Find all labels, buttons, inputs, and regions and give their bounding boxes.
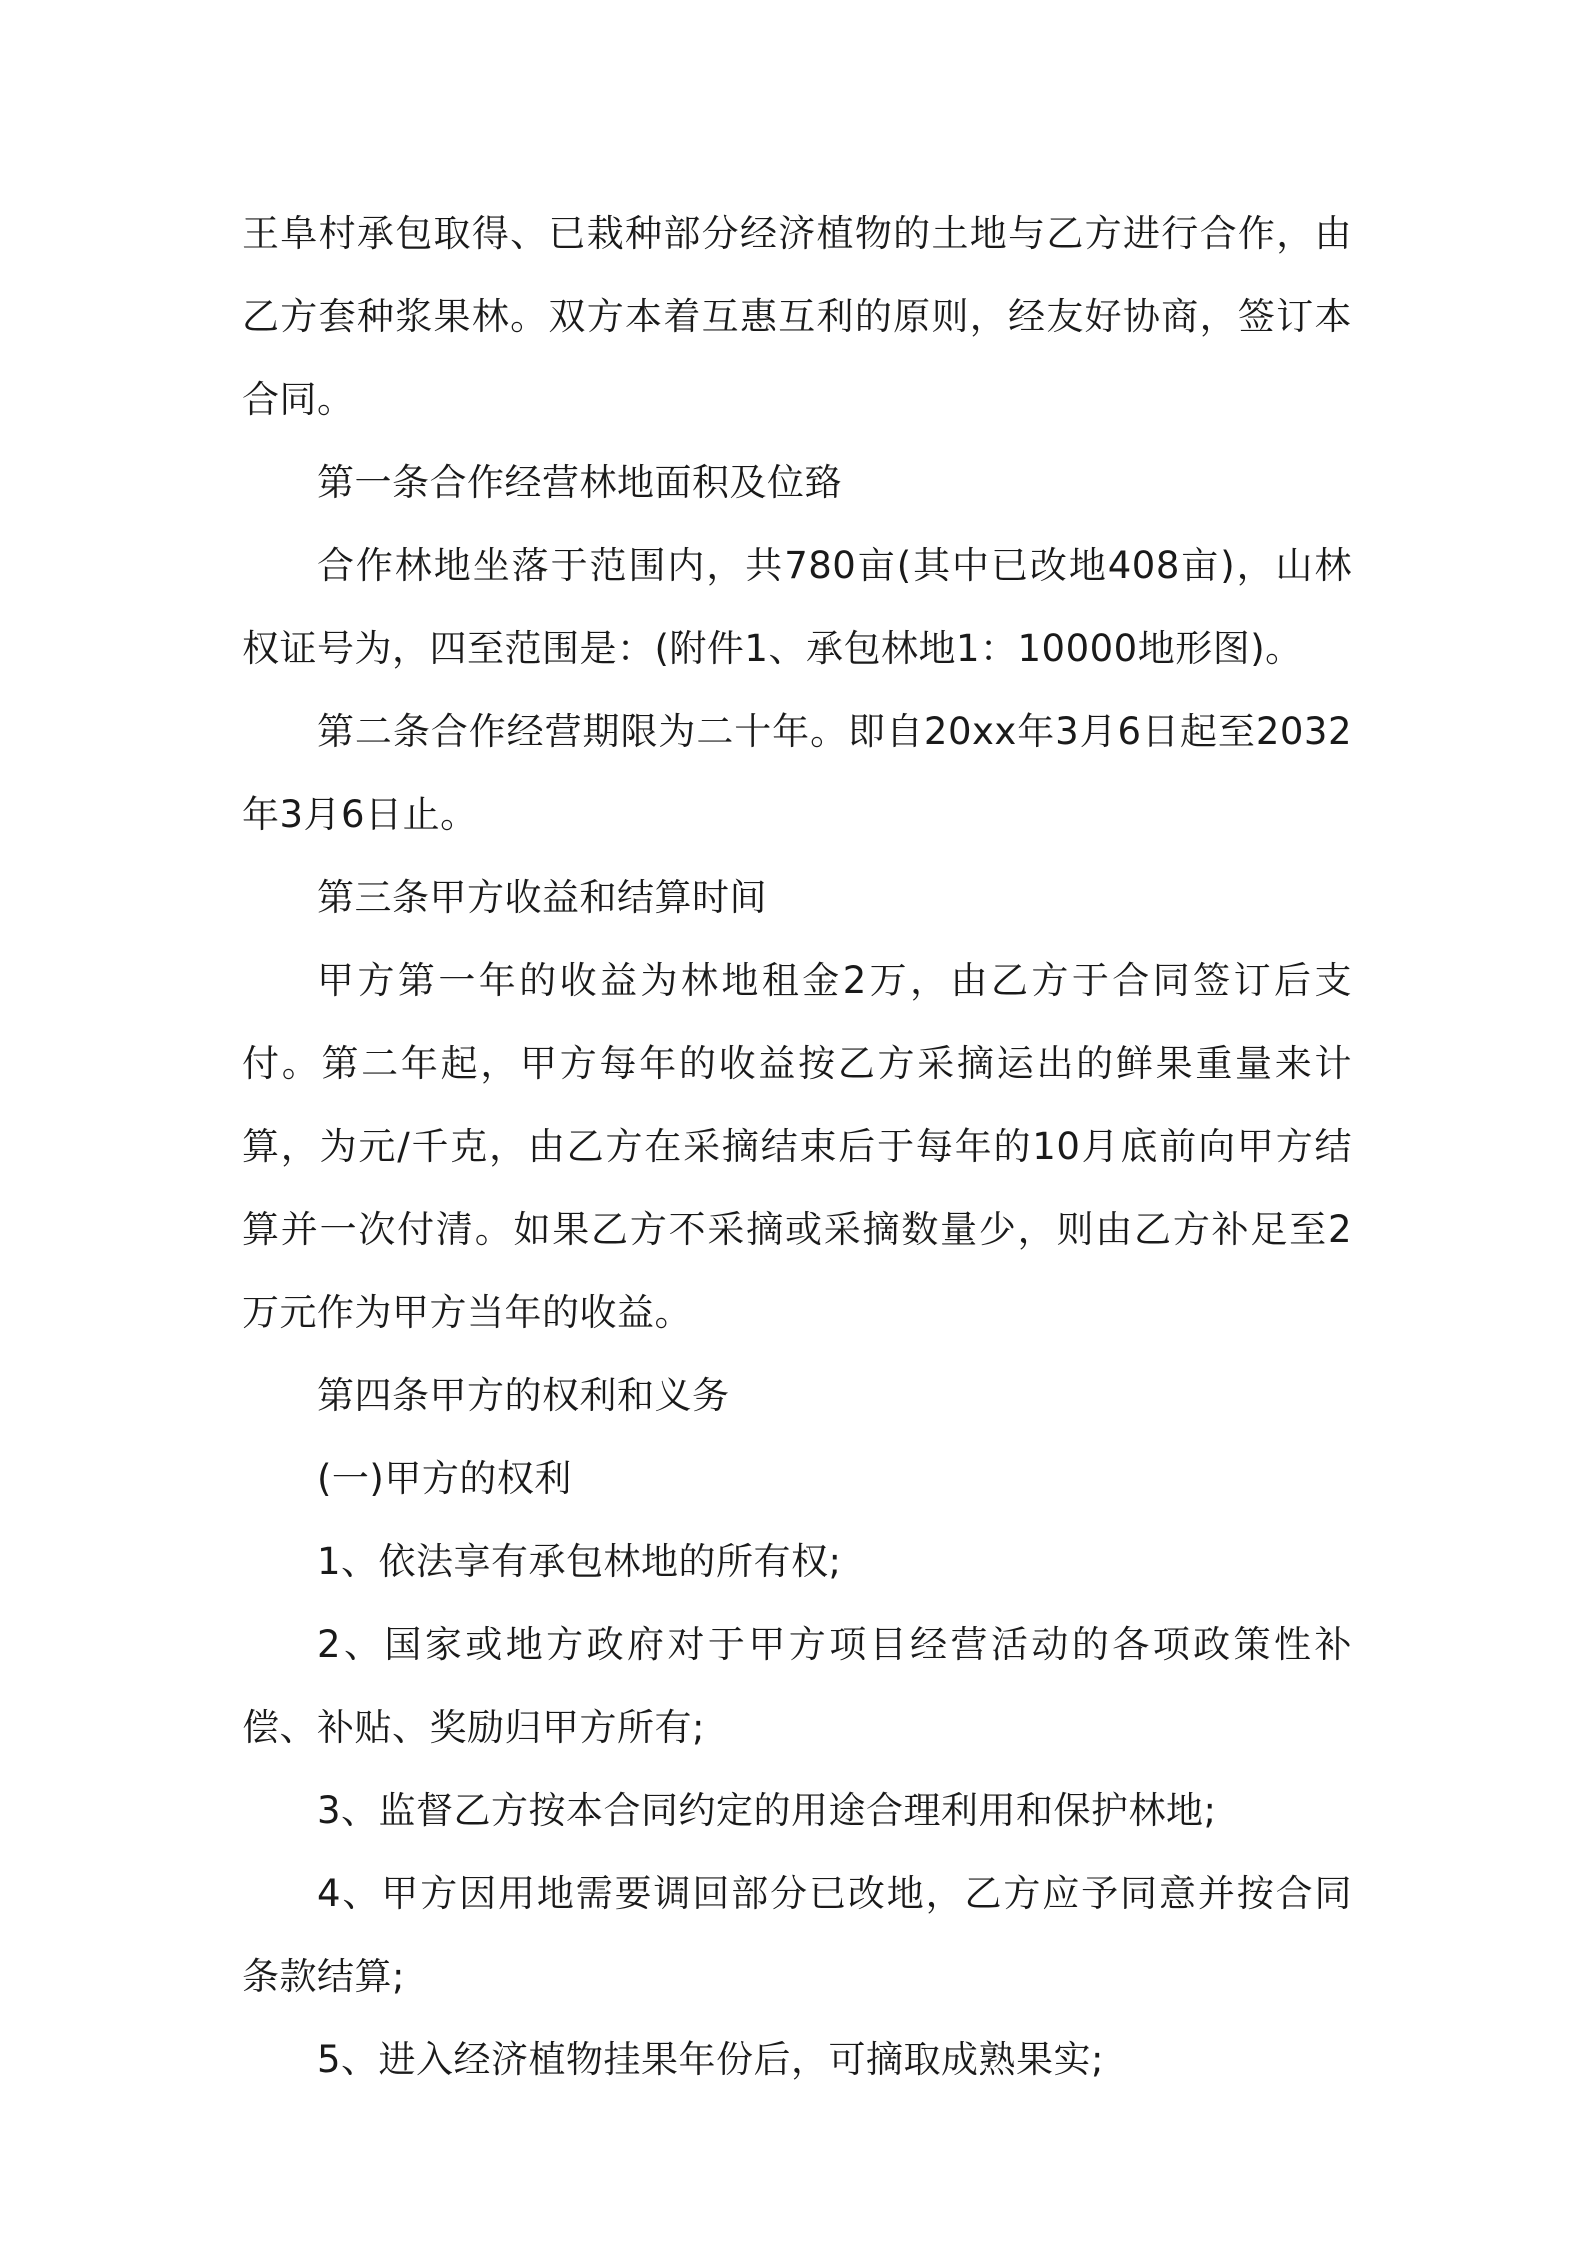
document-body <box>242 192 1352 2101</box>
paragraph-intro: 王阜村承包取得、已栽种部分经济植物的土地与乙方进行合作，由乙方套种浆果林。双方本着互惠互利的原则，经友好协商，签订本合同。 <box>242 212 1352 421</box>
article-4-section-1-heading: (一)甲方的权利 <box>317 1457 572 1500</box>
article-1-heading: 第一条合作经营林地面积及位臵 <box>317 461 842 504</box>
list-item-4: 4、甲方因用地需要调回部分已改地，乙方应予同意并按合同条款结算; <box>242 1872 1352 1998</box>
article-3-body: 甲方第一年的收益为林地租金2万，由乙方于合同签订后支付。第二年起，甲方每年的收益按乙方采摘运出的鲜果重量来计算，为元/千克，由乙方在采摘结束后于每年的10月底前向甲方结算并一次付清。如果乙方不采摘或采摘数量少，则由乙方补足至2万元作为甲方当年的收益。 <box>242 959 1352 1334</box>
list-item-5: 5、进入经济植物挂果年份后，可摘取成熟果实; <box>317 2038 1105 2081</box>
list-item-2: 2、国家或地方政府对于甲方项目经营活动的各项政策性补偿、补贴、奖励归甲方所有; <box>242 1623 1352 1749</box>
article-3-heading: 第三条甲方收益和结算时间 <box>317 876 767 919</box>
list-item-3: 3、监督乙方按本合同约定的用途合理利用和保护林地; <box>317 1789 1217 1832</box>
list-item-1: 1、依法享有承包林地的所有权; <box>317 1540 842 1583</box>
article-4-heading: 第四条甲方的权利和义务 <box>317 1374 730 1417</box>
article-1-body: 合作林地坐落于范围内，共780亩(其中已改地408亩)，山林权证号为，四至范围是：(附件1、承包林地1：10000地形图)。 <box>242 544 1352 670</box>
article-2-body: 第二条合作经营期限为二十年。即自20xx年3月6日起至2032年3月6日止。 <box>242 710 1352 836</box>
